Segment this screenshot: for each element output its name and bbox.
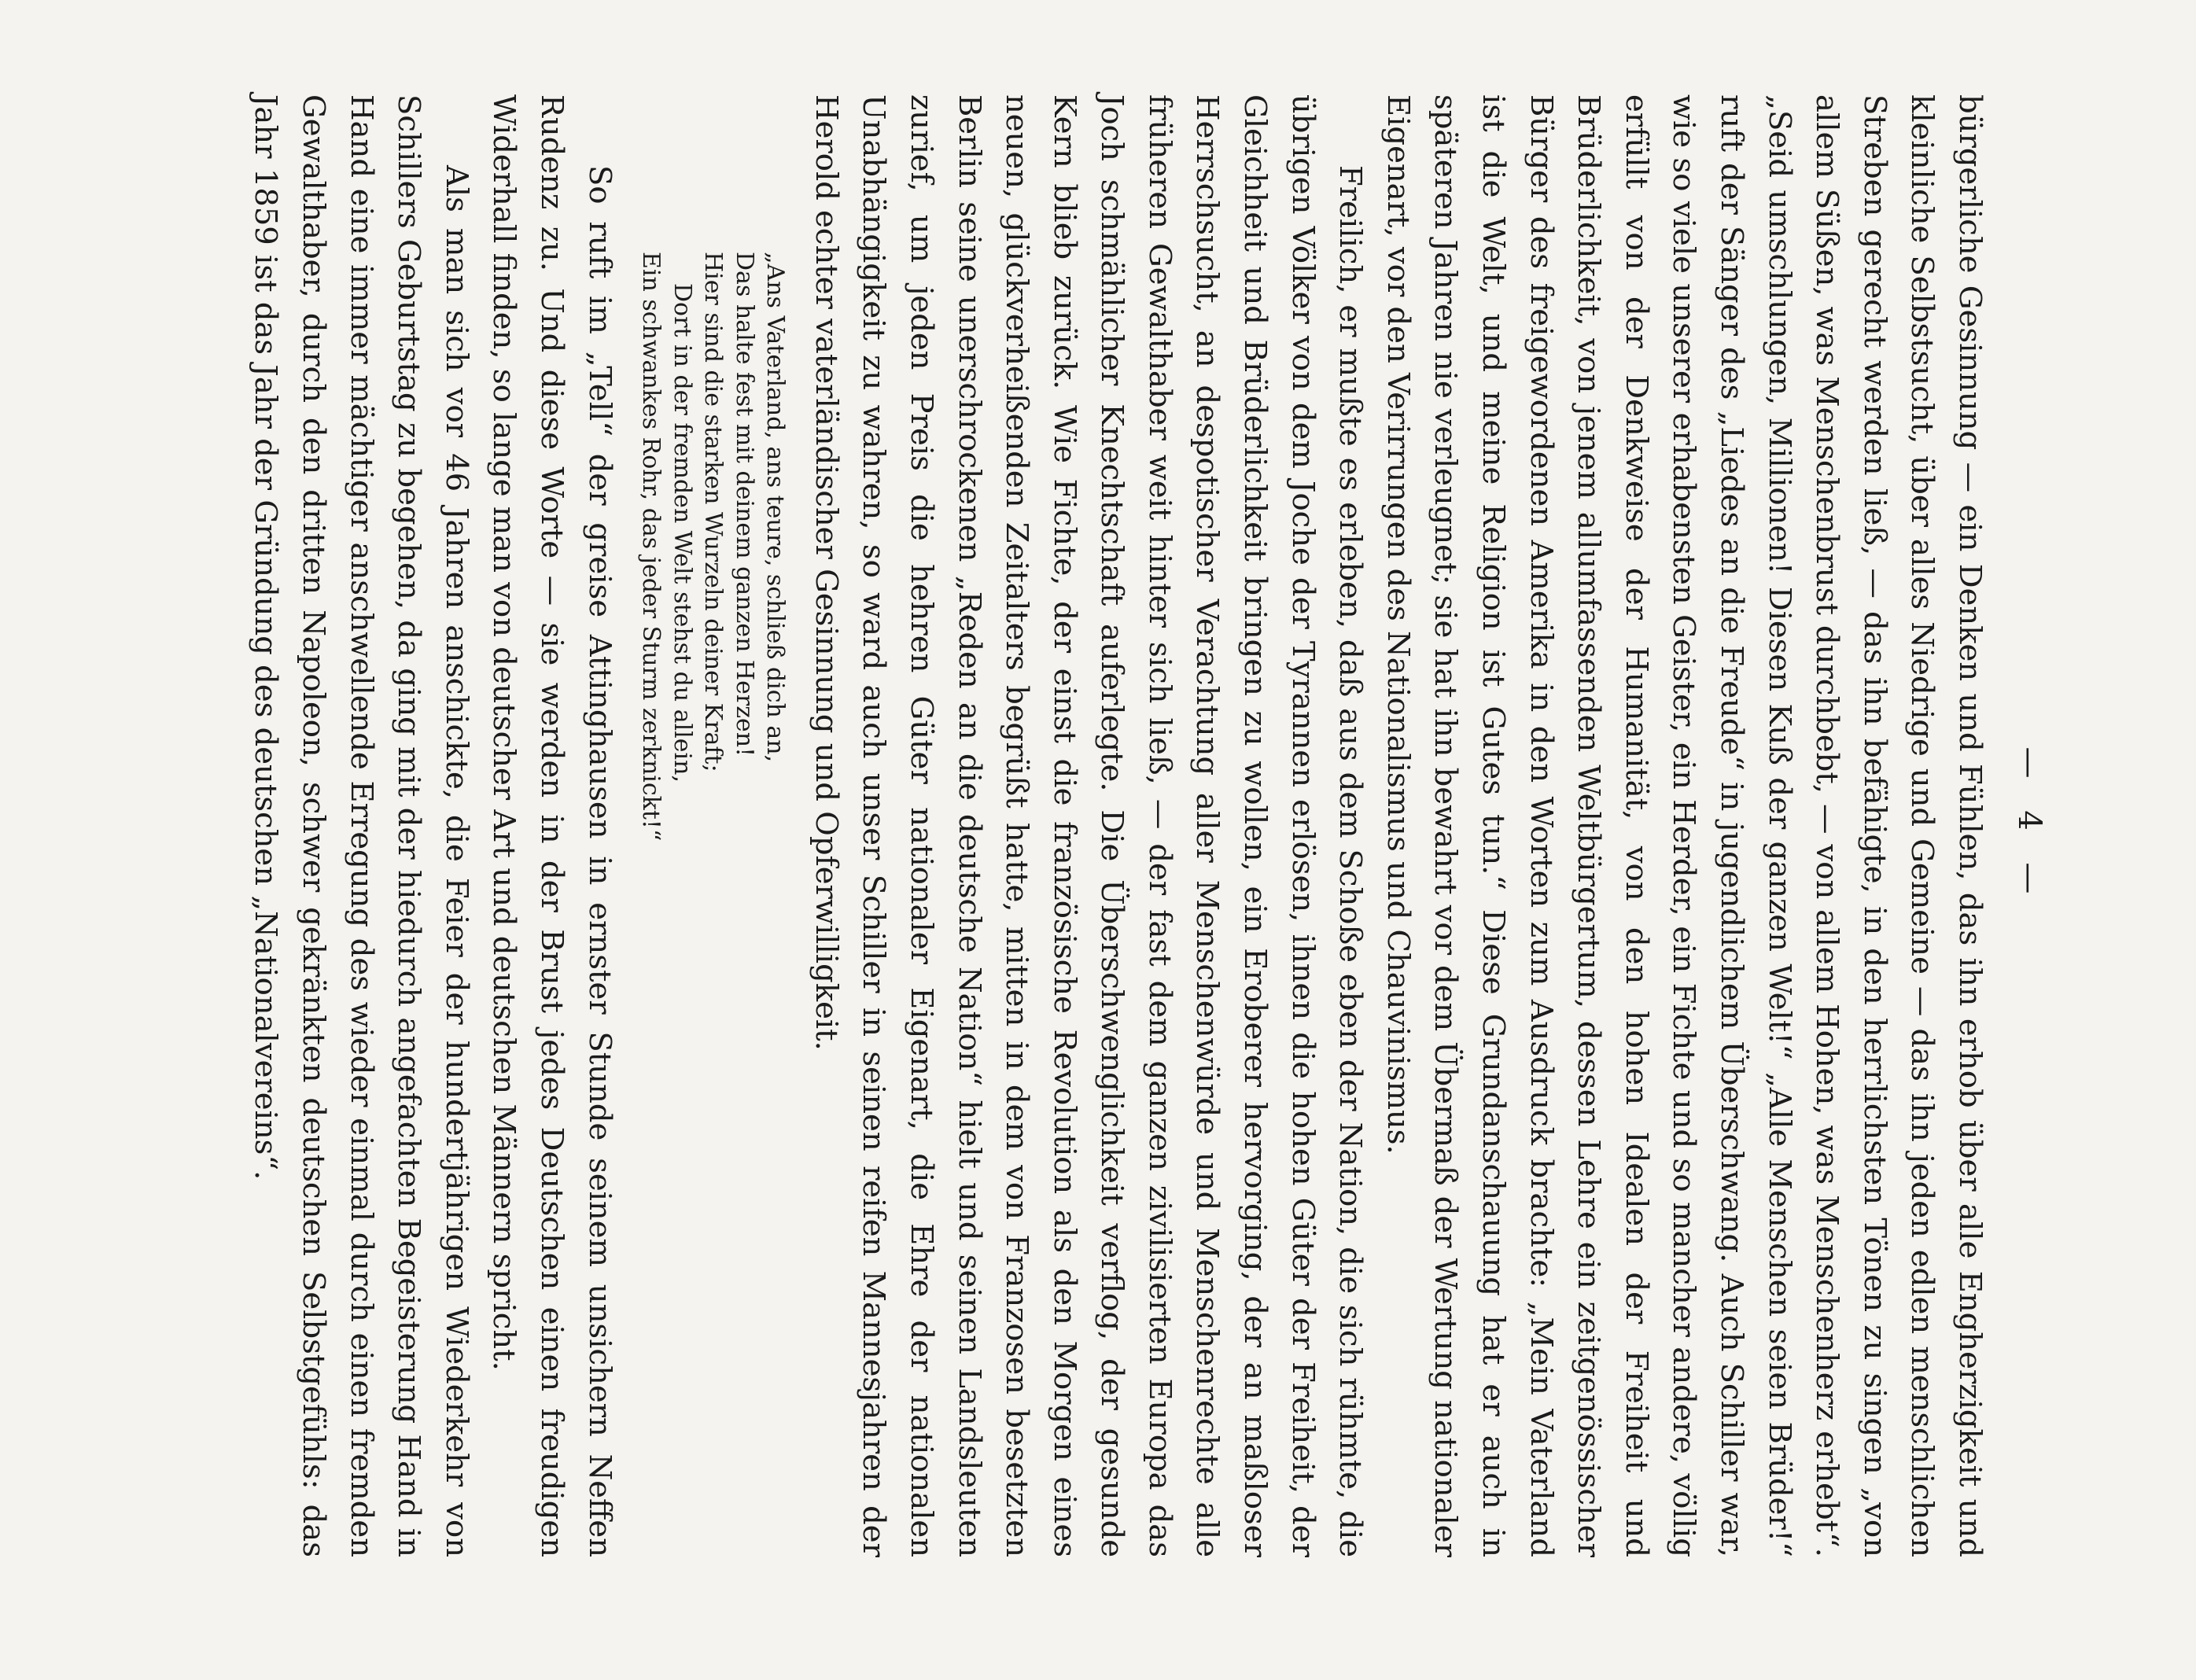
paragraph-2: Freilich, er mußte es erleben, daß aus dem Schoße eben der Nation, die sich rühmte, die übrigen Völker von dem Joche der Tyrannen erlösen, ihnen die hohen Güter der Freiheit, der Gleichheit und Brüderlichkeit bringen zu wollen, ein Eroberer hervorging, der an maßloser Herrschsucht, an despotischer Verachtung aller Menschenwürde und Menschenrechte alle früheren Gewalthaber weit hinter sich ließ, — der fast dem ganzen zivilisierten Europa das Joch schmählicher Knechtschaft auferlegte. Die Überschwenglichkeit verflog, der gesunde Kern blieb zurück. Wie Fichte, der einst die französische Revolution als den Morgen eines neuen, glückverheißenden Zeitalters begrüßt hatte, mitten in dem von Franzosen besetzten Berlin seine unerschrockenen „Reden an die deutsche Nation“ hielt und seinen Landsleuten zurief, um jeden Preis die hehren Güter nationaler Eigenart, die Ehre der nationalen Unabhängigkeit zu wahren, so ward auch unser Schiller in seinen reifen Mannesjahren der Herold echter vaterländischer Gesinnung und Opferwilligkeit. [808, 94, 1369, 1557]
verse-line: „Ans Vaterland, ans teure, schließ dich an, [761, 252, 790, 763]
verse-quote [636, 252, 791, 1557]
verse-line: Hier sind die starken Wurzeln deiner Kraft; [699, 252, 728, 772]
paragraph-3: So ruft im „Tell“ der greise Attinghausen in ernster Stunde seinem unsichern Neffen Rudenz zu. Und diese Worte — sie werden in der Brust jedes Deutschen einen freudigen Widerhall finden, so lange man von deutscher Art und deutschen Männern spricht. [486, 94, 617, 1557]
paragraph-4: Als man sich vor 46 Jahren anschickte, die Feier der hundertjährigen Wiederkehr von Schillers Geburtstag zu begehen, da ging mit der hiedurch angefachten Begeisterung Hand in Hand eine immer mächtiger anschwellende Erregung des wieder einmal durch einen fremden Gewalthaber, durch den dritten Napoleon, schwer gekränkten deutschen Selbstgefühls: das Jahr 1859 ist das Jahr der Gründung des deutschen „Nationalvereins“. [248, 94, 474, 1557]
page-number: — 4 — [2011, 746, 2047, 905]
verse-line: Das halte fest mit deinem ganzen Herzen! [730, 252, 758, 757]
verse-line: Dort in der fremden Welt stehst du allein, [668, 283, 696, 783]
verse-line: Ein schwankes Rohr, das jeder Sturm zerknickt!“ [637, 252, 665, 842]
rotated-text-frame [134, 94, 2053, 1557]
paragraph-1: bürgerliche Gesinnung — ein Denken und Fühlen, das ihn erhob über alle Engherzigkeit und kleinliche Selbstsucht, über alles Niedrige und Gemeine — das ihn jeden edlen menschlichen Streben gerecht werden ließ, — das ihn befähigte, in den herrlichsten Tönen zu singen „von allem Süßen, was Menschenbrust durchbebt, — von allem Hohen, was Menschenherz erhebt“. „Seid umschlungen, Millionen! Diesen Kuß der ganzen Welt!“ „Alle Menschen seien Brüder!“ ruft der Sänger des „Liedes an die Freude“ in jugendlichem Überschwang. Auch Schiller war, wie so viele unserer erhabensten Geister, ein Herder, ein Fichte und so mancher andere, völlig erfüllt von der Denkweise der Humanität, von den hohen Idealen der Freiheit und Brüderlichkeit, von jenem allumfassenden Weltbürgertum, dessen Lehre ein zeitgenössischer Bürger des freigewordenen Amerika in den Worten zum Ausdruck brachte: „Mein Vaterland ist die Welt, und meine Religion ist Gutes tun.“ Diese Grundanschauung hat er auch in späteren Jahren nie verleugnet; sie hat ihn bewahrt vor dem Übermaß der Wertung nationaler Eigenart, vor den Verirrungen des Nationalismus und Chauvinismus. [1380, 94, 1988, 1557]
